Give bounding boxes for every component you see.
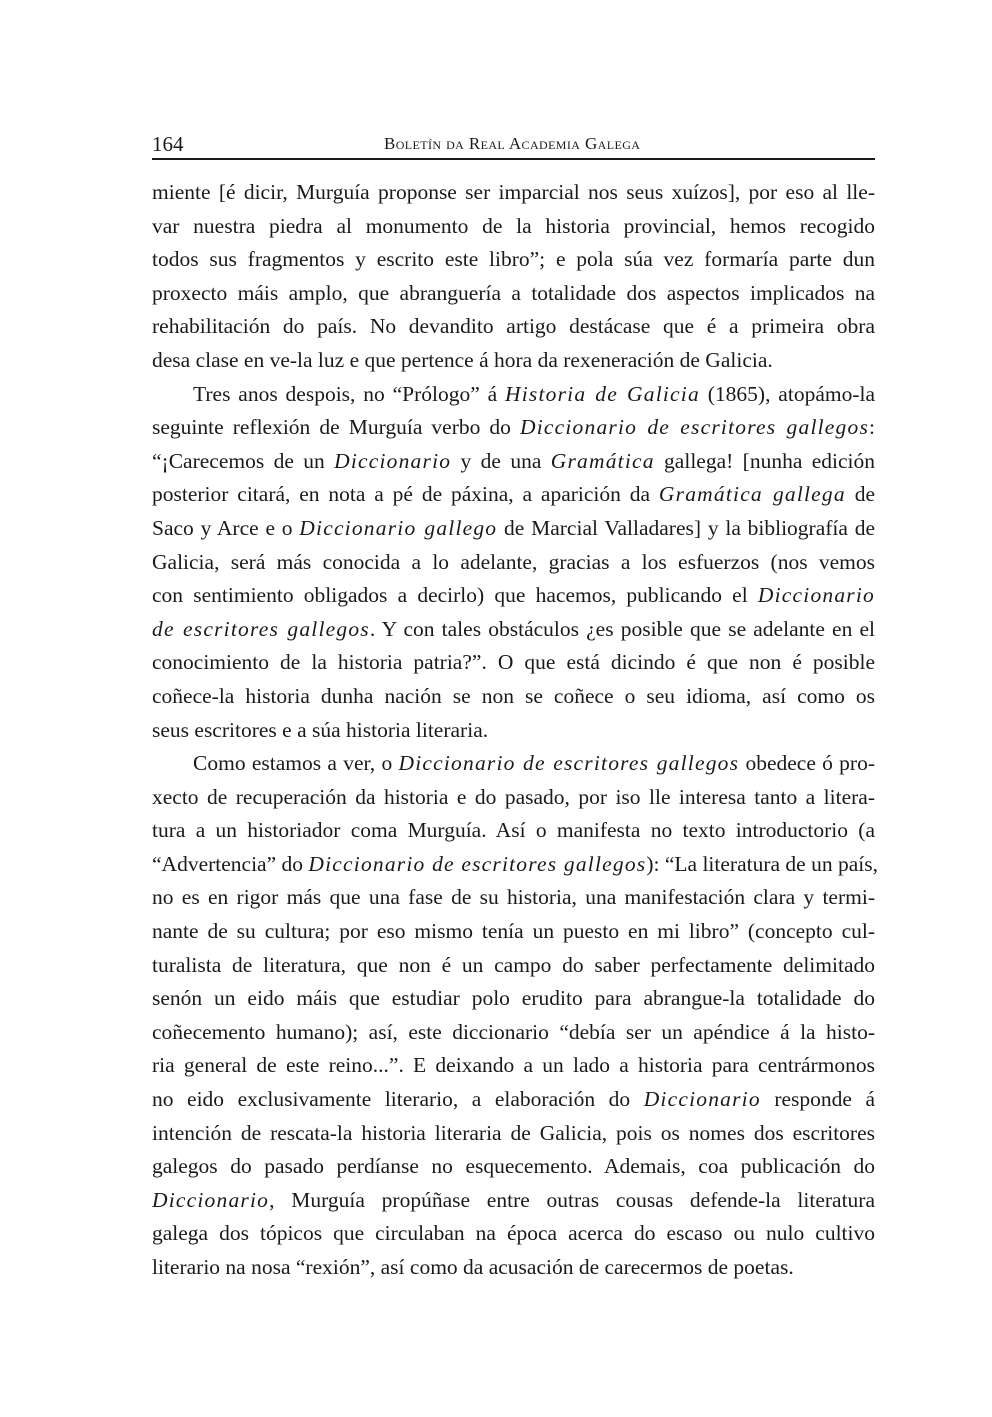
book-title: Gramática <box>550 448 655 473</box>
paragraph-1 <box>152 176 875 378</box>
page-number: 164 <box>152 132 184 156</box>
text-line: tura a un historiador coma Murguía. Así o manifesta no texto introductorio (a <box>152 818 875 843</box>
paragraph-2 <box>152 378 875 748</box>
text-line: xecto de recuperación da historia e do pasado, por iso lle interesa tanto a litera- <box>152 784 875 809</box>
text-line: con sentimiento obligados a decirlo) que hacemos, publicando el Diccionario <box>152 583 875 608</box>
text-line: miente [é dicir, Murguía proponse ser imparcial nos seus xuízos], por eso al lle- <box>152 180 875 204</box>
book-title: Gramática gallega <box>658 482 846 507</box>
book-title: Diccionario <box>152 1187 270 1212</box>
running-head <box>152 128 875 160</box>
text-line: coñecemento humano); así, este diccionario “debía ser un apéndice á la histo- <box>152 1019 875 1044</box>
text-line: conocimiento de la historia patria?”. O que está dicindo é que non é posible <box>152 650 875 675</box>
text-line: literario na nosa “rexión”, así como da acusación de carecermos de poetas. <box>152 1255 794 1279</box>
text-line: posterior citará, en nota a pé de páxina, a aparición da Gramática gallega de <box>152 482 875 507</box>
text-line: Galicia, será más conocida a lo adelante, gracias a los esfuerzos (nos vemos <box>152 549 875 574</box>
text-line: seus escritores e a súa historia literaria. <box>152 717 489 742</box>
text-line: “¡Carecemos de un Diccionario y de una Gramática gallega! [nunha edición <box>152 448 875 473</box>
text-line: todos sus fragmentos y escrito este libro”; e pola súa vez formaría parte dun <box>152 247 875 272</box>
text-line: intención de rescata-la historia literaria de Galicia, pois os nomes dos escritores <box>152 1120 875 1145</box>
text-line: var nuestra piedra al monumento de la historia provincial, hemos recogido <box>152 213 875 238</box>
journal-title: Boletín da Real Academia Galega <box>384 134 641 153</box>
paragraph-3 <box>152 747 878 1285</box>
text-line: Como estamos a ver, o Diccionario de escritores gallegos obedece ó pro- <box>193 751 875 776</box>
text-line: Diccionario, Murguía propúñase entre outras cousas defende-la literatura <box>152 1187 875 1212</box>
text-line: no es en rigor más que una fase de su historia, una manifestación clara y termi- <box>152 885 875 910</box>
text-line: galegos do pasado perdíanse no esquecemento. Ademais, coa publicación do <box>152 1154 875 1179</box>
text-line: no eido exclusivamente literario, a elaboración do Diccionario responde á <box>152 1087 876 1112</box>
text-line: desa clase en ve-la luz e que pertence á hora da rexeneración de Galicia. <box>152 347 773 372</box>
text-line: nante de su cultura; por eso mismo tenía un puesto en mi libro” (concepto cul- <box>152 919 875 944</box>
text-line: seguinte reflexión de Murguía verbo do Diccionario de escritores gallegos: <box>152 415 875 440</box>
text-line: Tres anos despois, no “Prólogo” á Historia de Galicia (1865), atopámo-la <box>193 381 876 406</box>
book-title: Diccionario de escritores gallegos <box>398 751 740 776</box>
book-title: Diccionario de escritores gallegos <box>308 851 647 876</box>
text-line: senón un eido máis que estudiar polo erudito para abrangue-la totalidade do <box>152 986 875 1011</box>
book-title: Historia de Galicia <box>504 381 700 406</box>
text-line: rehabilitación do país. No devandito artigo destácase que é a primeira obra <box>152 314 875 339</box>
book-title: Diccionario <box>334 448 452 473</box>
page <box>152 128 878 1285</box>
text-line: turalista de literatura, que non é un campo do saber perfectamente delimitado <box>152 952 875 977</box>
book-title: Diccionario <box>757 583 875 608</box>
book-title: de escritores gallegos <box>152 616 370 641</box>
text-line: Saco y Arce e o Diccionario gallego de Marcial Valladares] y la bibliografía de <box>152 515 875 540</box>
body-text <box>152 176 878 1285</box>
text-line: proxecto máis amplo, que abranguería a totalidade dos aspectos implicados na <box>152 280 875 305</box>
book-title: Diccionario <box>643 1087 761 1112</box>
text-line: “Advertencia” do Diccionario de escritores gallegos): “La literatura de un país, <box>152 851 878 876</box>
text-line: coñece-la historia dunha nación se non se coñece o seu idioma, así como os <box>152 683 875 708</box>
text-line: galega dos tópicos que circulaban na época acerca do escaso ou nulo cultivo <box>152 1221 875 1246</box>
text-line: de escritores gallegos. Y con tales obstáculos ¿es posible que se adelante en el <box>152 616 876 641</box>
book-title: Diccionario gallego <box>299 515 498 540</box>
book-title: Diccionario de escritores gallegos <box>520 415 870 440</box>
text-line: ria general de este reino...”. E deixando a un lado a historia para centrármonos <box>152 1053 875 1078</box>
